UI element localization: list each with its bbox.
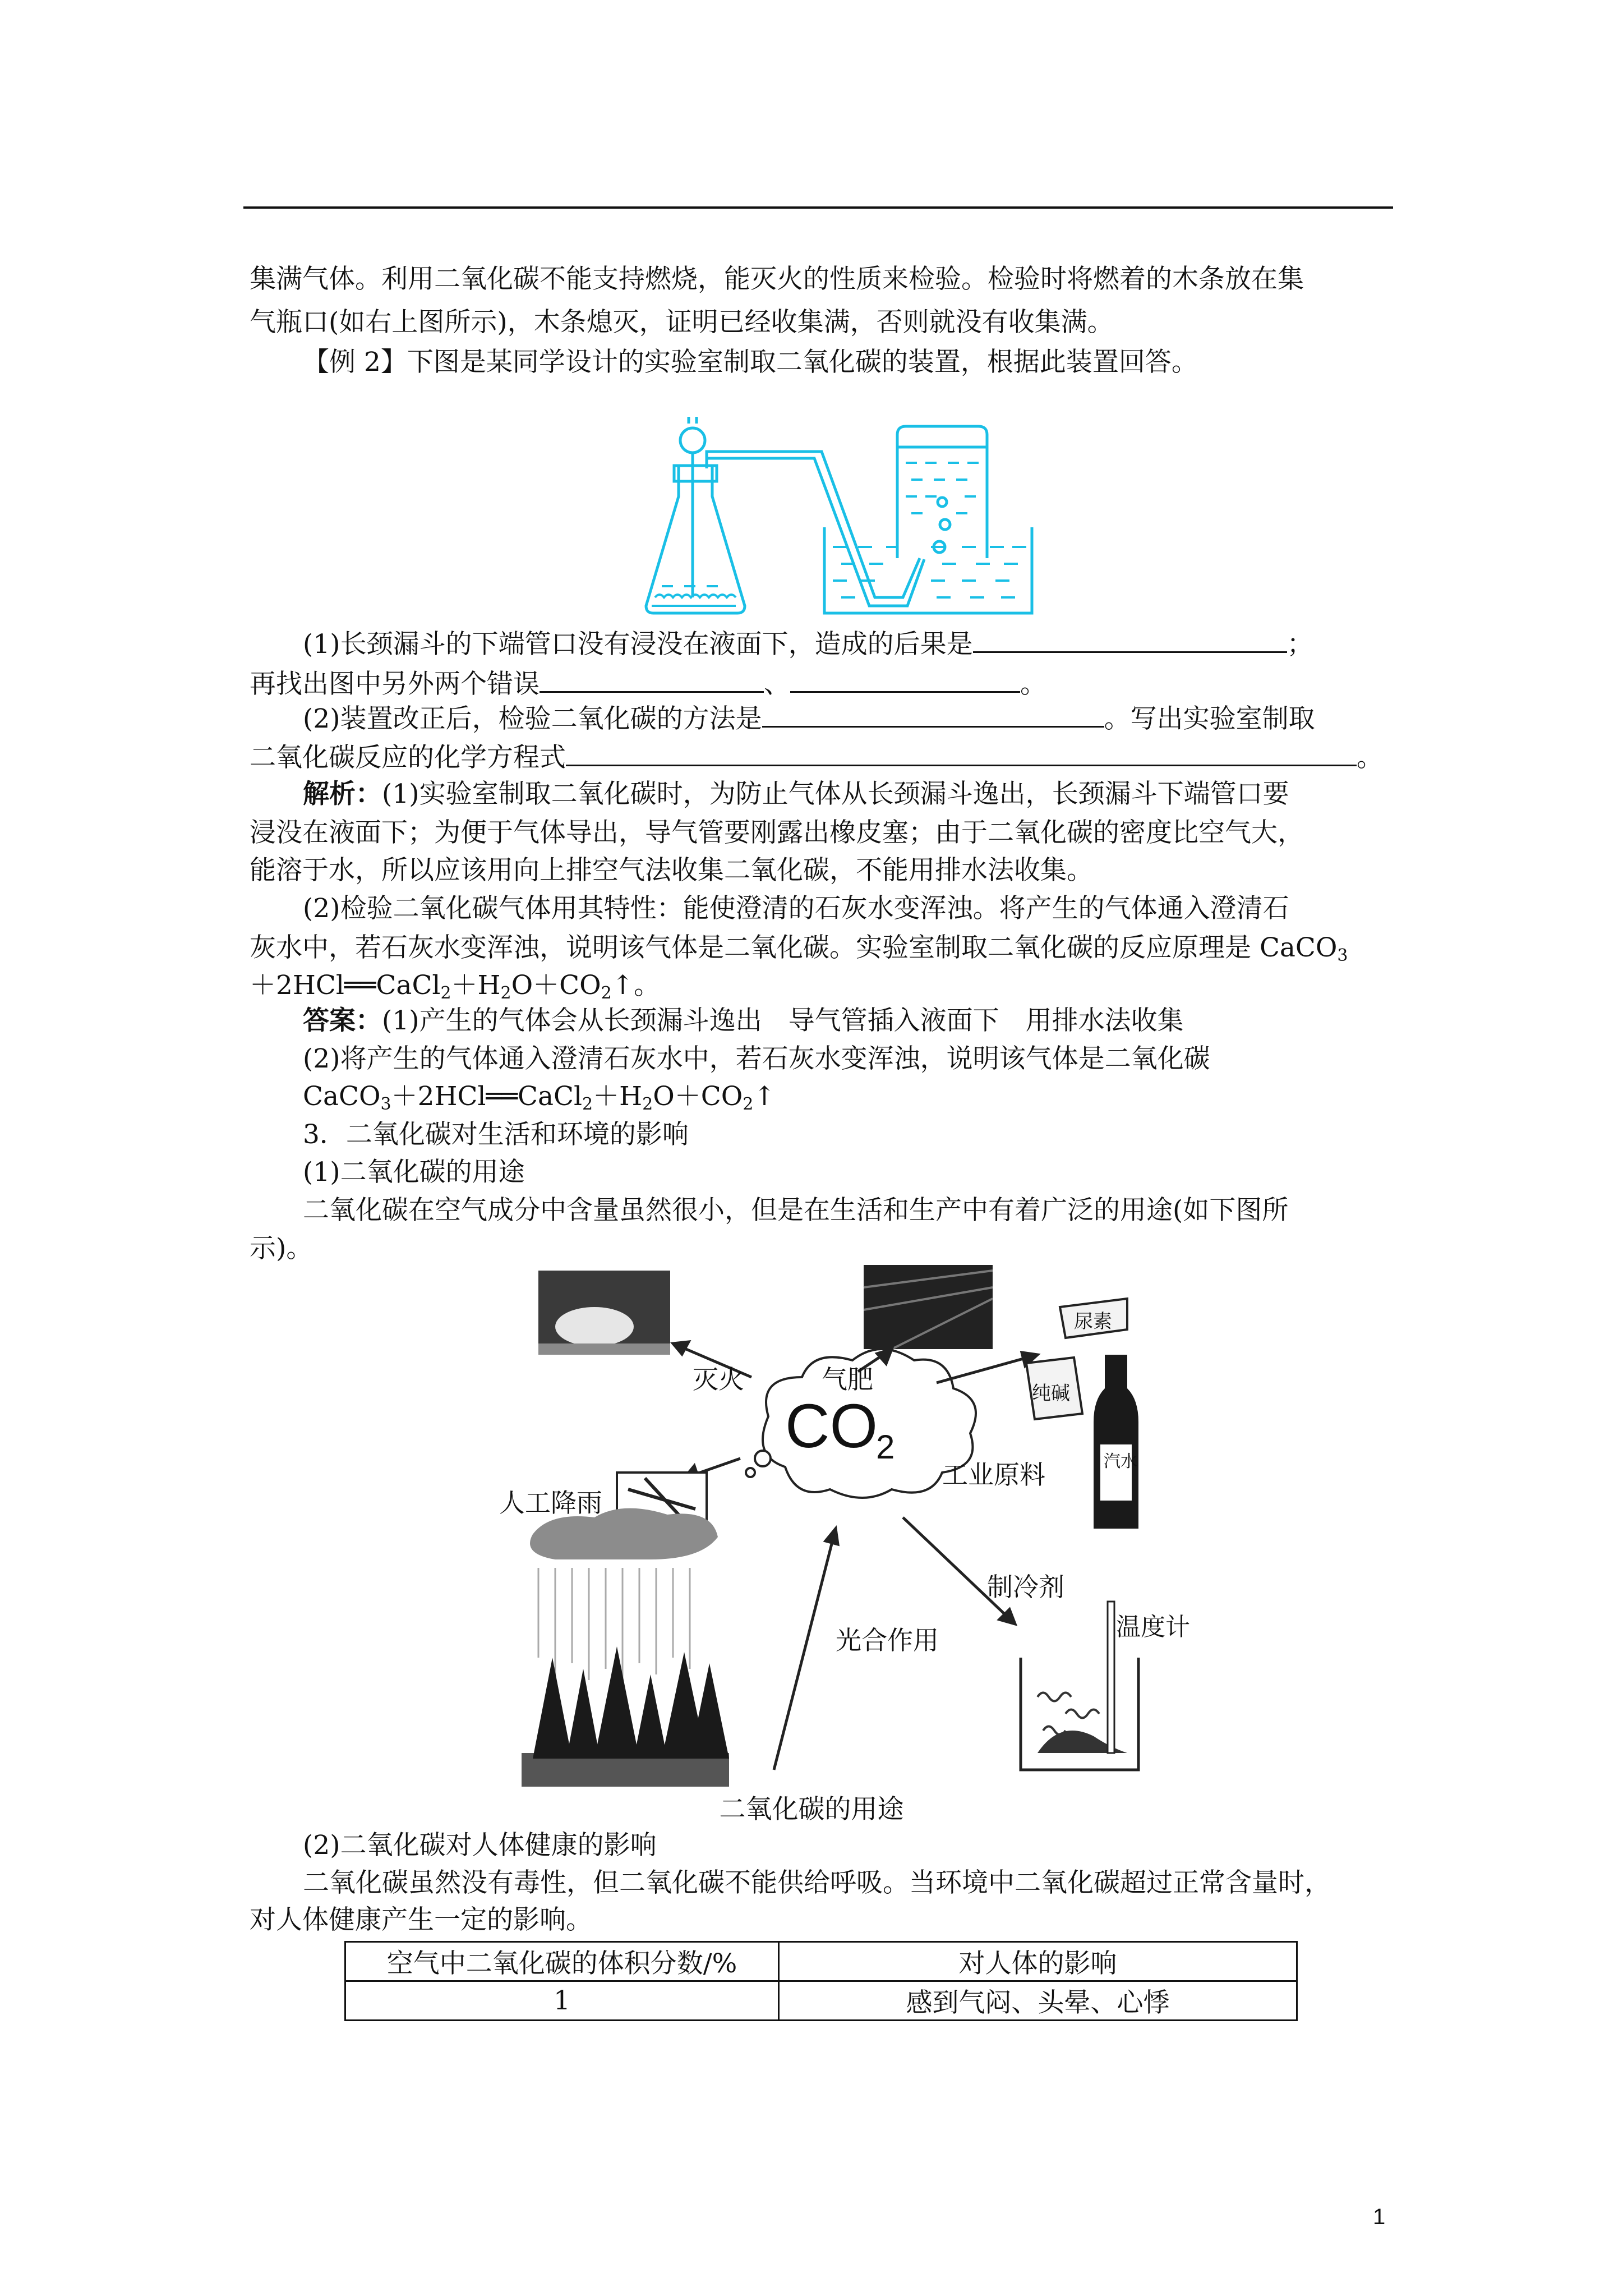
thermometer-icon bbox=[1108, 1602, 1114, 1753]
example-2-prompt: 下图是某同学设计的实验室制取二氧化碳的装置，根据此装置回答。 bbox=[407, 347, 1198, 378]
question-2-line-2: 二氧化碳反应的化学方程式 。 bbox=[250, 740, 1394, 775]
health-para-line-1: 二氧化碳虽然没有毒性，但二氧化碳不能供给呼吸。当环境中二氧化碳超过正常含量时， bbox=[303, 1867, 1331, 1898]
soda-bottle bbox=[1094, 1355, 1138, 1529]
section-3-subheading: (1)二氧化碳的用途 bbox=[303, 1157, 525, 1188]
table-row bbox=[345, 1981, 1297, 2021]
arrow-refrigerant bbox=[903, 1517, 1015, 1624]
answer-label: 答案： bbox=[303, 1005, 382, 1036]
arrow-photosynthesis bbox=[774, 1529, 836, 1770]
label-rain: 人工降雨 bbox=[499, 1488, 602, 1518]
page-number: 1 bbox=[1373, 2205, 1386, 2229]
answer-blank-1[interactable] bbox=[973, 627, 1287, 653]
analysis-line-2: 浸没在液面下；为便于气体导出，导气管要刚露出橡皮塞；由于二氧化碳的密度比空气大， bbox=[250, 817, 1304, 848]
co2-uses-figure bbox=[499, 1265, 1190, 1787]
label-soda: 纯碱 bbox=[1032, 1382, 1070, 1405]
label-drink: 汽水 bbox=[1104, 1452, 1137, 1471]
analysis-line-3: 能溶于水，所以应该用向上排空气法收集二氧化碳，不能用排水法收集。 bbox=[250, 855, 1093, 886]
label-fertilizer: 气肥 bbox=[822, 1364, 873, 1395]
conical-flask bbox=[646, 466, 745, 613]
question-1-line-2: 再找出图中另外两个错误 、 。 bbox=[250, 666, 1394, 701]
question-1-line-1: (1)长颈漏斗的下端管口没有浸没在液面下，造成的后果是 ； bbox=[303, 627, 1447, 661]
co2-apparatus-figure bbox=[639, 412, 1066, 620]
analysis-line-1: 解析：(1)实验室制取二氧化碳时，为防止气体从长颈漏斗逸出，长颈漏斗下端管口要 bbox=[303, 779, 1289, 809]
label-refrigerant: 制冷剂 bbox=[987, 1572, 1064, 1602]
co2-label: CO bbox=[785, 1392, 878, 1461]
label-urea: 尿素 bbox=[1074, 1310, 1112, 1333]
section-3-para-line-2: 示)。 bbox=[250, 1233, 313, 1264]
figure-caption: 二氧化碳的用途 bbox=[719, 1794, 904, 1825]
section-3-para-line-1: 二氧化碳在空气成分中含量虽然很小，但是在生活和生产中有着广泛的用途(如下图所 bbox=[303, 1195, 1289, 1226]
answer-blank-2[interactable] bbox=[540, 666, 764, 693]
co2-effects-table bbox=[344, 1941, 1298, 2021]
rubber-stopper bbox=[674, 466, 717, 481]
funnel-bulb bbox=[680, 428, 705, 453]
label-photosynthesis: 光合作用 bbox=[836, 1625, 939, 1655]
bubble bbox=[938, 498, 947, 507]
table-header-cell: 对人体的影响 bbox=[779, 1942, 1297, 1981]
analysis-line-4: (2)检验二氧化碳气体用其特性：能使澄清的石灰水变浑浊。将产生的气体通入澄清石 bbox=[303, 893, 1289, 924]
health-para-line-2: 对人体健康产生一定的影响。 bbox=[250, 1904, 592, 1935]
answer-blank-5[interactable] bbox=[566, 740, 1357, 766]
analysis-line-5: 灰水中，若石灰水变浑浊，说明该气体是二氧化碳。实验室制取二氧化碳的反应原理是 CaCO$_3$ bbox=[250, 932, 1348, 965]
delivery-tube bbox=[707, 452, 920, 597]
answer-line-2: (2)将产生的气体通入澄清石灰水中，若石灰水变浑浊，说明该气体是二氧化碳 bbox=[303, 1043, 1210, 1074]
answer-blank-4[interactable] bbox=[762, 701, 1104, 728]
analysis-label: 解析： bbox=[303, 779, 382, 809]
analysis-equation: $+2HCl══CaCl_2+H_2O+CO_2↑$。 bbox=[250, 970, 661, 1003]
example-2-label: 【例 2】 bbox=[303, 347, 407, 378]
label-fire: 灭火 bbox=[693, 1364, 744, 1395]
section-3-heading: 3．二氧化碳对生活和环境的影响 bbox=[303, 1119, 689, 1150]
intro-line-1: 集满气体。利用二氧化碳不能支持燃烧，能灭火的性质来检验。检验时将燃着的木条放在集 bbox=[250, 264, 1304, 295]
table-header-row bbox=[345, 1942, 1297, 1981]
answer-line-1: 答案：(1)产生的气体会从长颈漏斗逸出 导气管插入液面下 用排水法收集 bbox=[303, 1005, 1184, 1036]
example-2-line bbox=[303, 346, 1447, 379]
answer-blank-3[interactable] bbox=[790, 666, 1020, 693]
table-cell: 感到气闷、头晕、心悸 bbox=[779, 1981, 1297, 2021]
label-industry: 工业原料 bbox=[942, 1460, 1045, 1490]
answer-equation: $CaCO_3+2HCl══CaCl_2+H_2O+CO_2↑$ bbox=[303, 1081, 776, 1114]
header-rule bbox=[243, 206, 1393, 209]
question-2-line-1: (2)装置改正后，检验二氧化碳的方法是 。写出实验室制取 bbox=[303, 701, 1447, 736]
table-cell: 1 bbox=[345, 1981, 779, 2021]
health-heading: (2)二氧化碳对人体健康的影响 bbox=[303, 1830, 657, 1861]
label-thermometer: 温度计 bbox=[1116, 1613, 1190, 1641]
forest-trees bbox=[533, 1646, 729, 1759]
intro-line-2: 气瓶口(如右上图所示)，木条熄灭，证明已经收集满，否则就没有收集满。 bbox=[250, 307, 1114, 338]
co2-label-subscript: 2 bbox=[876, 1428, 895, 1466]
table-header-cell: 空气中二氧化碳的体积分数/% bbox=[345, 1942, 779, 1981]
